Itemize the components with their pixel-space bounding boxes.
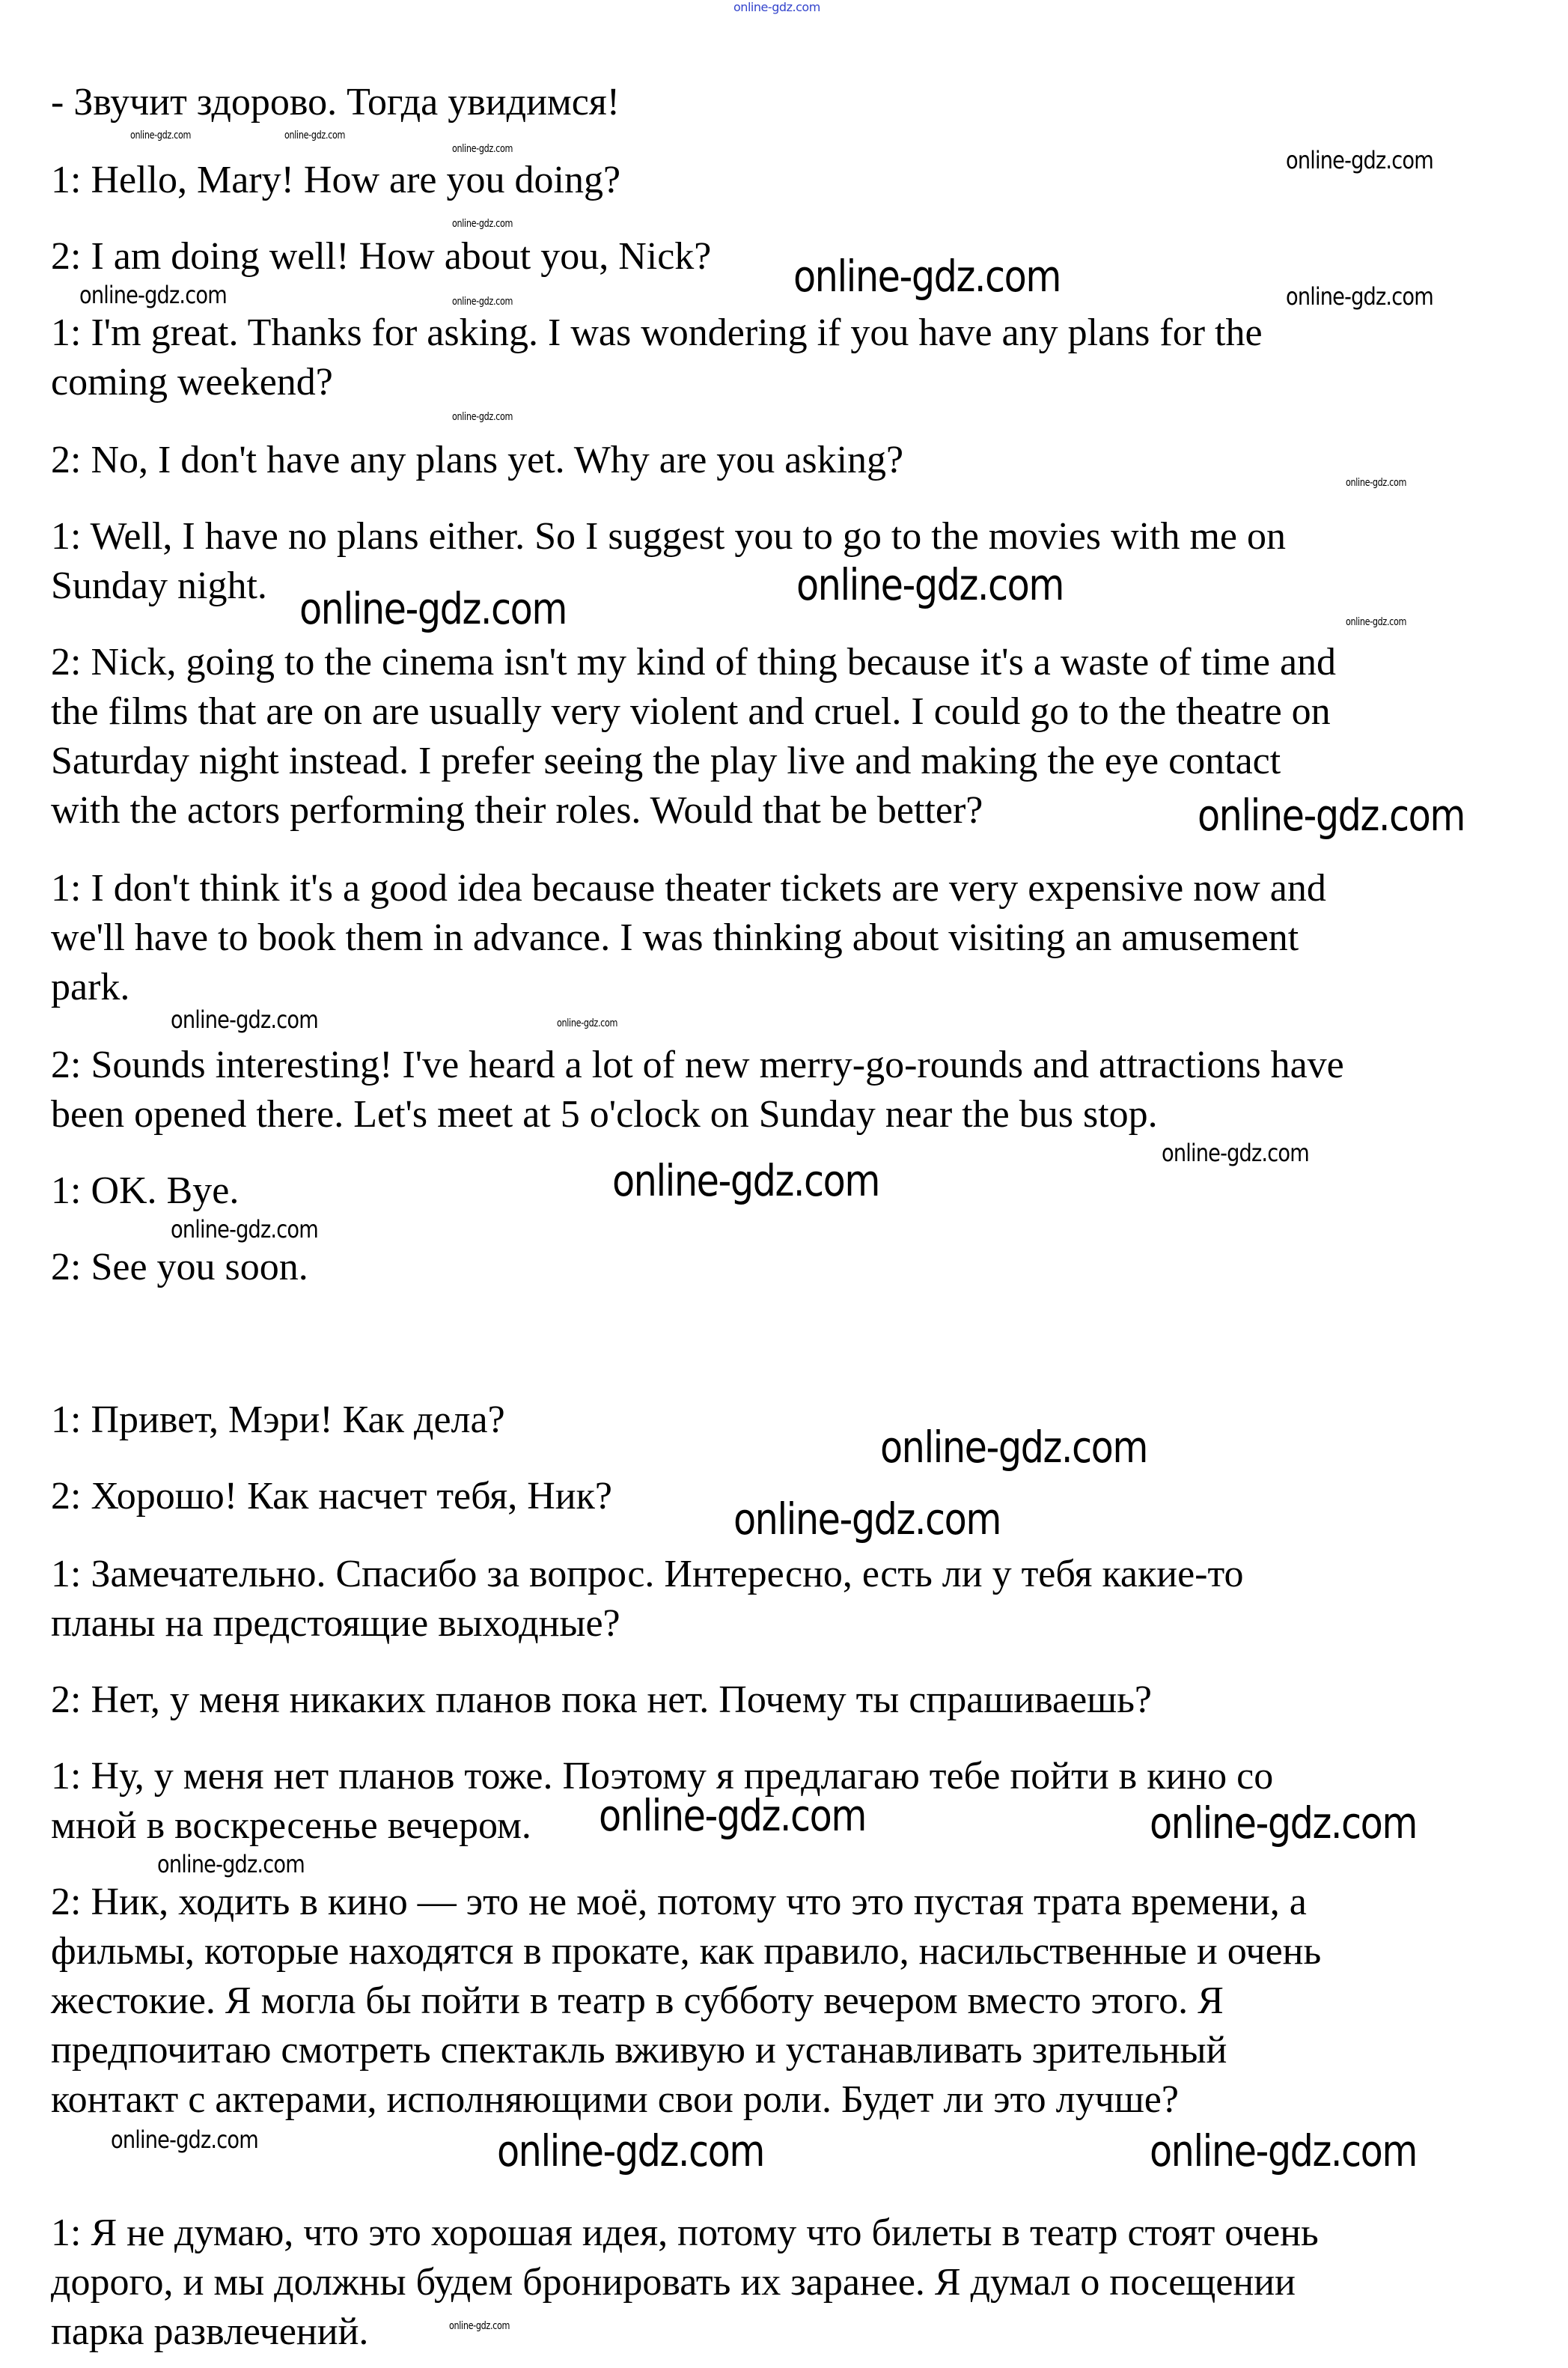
text-line: фильмы, которые находятся в прокате, как правило, насильственные и очень xyxy=(51,1930,1322,1973)
watermark: online-gdz.com xyxy=(171,1005,318,1034)
watermark: online-gdz.com xyxy=(1346,616,1407,628)
text-line: 1: Я не думаю, что это хорошая идея, потому что билеты в театр стоят очень xyxy=(51,2212,1319,2254)
english-paragraph xyxy=(51,436,903,485)
watermark: online-gdz.com xyxy=(557,1017,618,1029)
text-line: 1: Hello, Mary! How are you doing? xyxy=(51,159,621,201)
text-line: 2: Nick, going to the cinema isn't my kind of thing because it's a waste of time and xyxy=(51,641,1337,684)
watermark: online-gdz.com xyxy=(157,1850,305,1878)
watermark: online-gdz.com xyxy=(452,411,513,423)
watermark: online-gdz.com xyxy=(299,583,567,634)
english-paragraph xyxy=(51,308,1263,407)
text-line: 2: Ник, ходить в кино — это не моё, потому что это пустая трата времени, а xyxy=(51,1881,1307,1923)
text-line: 1: Привет, Мэри! Как дела? xyxy=(51,1398,505,1441)
watermark: online-gdz.com xyxy=(1346,477,1407,489)
text-line: with the actors performing their roles. Would that be better? xyxy=(51,789,983,832)
text-line: 2: See you soon. xyxy=(51,1246,308,1288)
text-line: coming weekend? xyxy=(51,361,333,404)
watermark: online-gdz.com xyxy=(880,1422,1147,1473)
english-paragraph xyxy=(51,864,1326,1012)
russian-paragraph xyxy=(51,1395,505,1445)
text-line: контакт с актерами, исполняющими свои роли. Будет ли это лучше? xyxy=(51,2078,1179,2121)
english-paragraph xyxy=(51,232,711,281)
text-line: Sunday night. xyxy=(51,564,267,607)
text-line: 1: Ну, у меня нет планов тоже. Поэтому я предлагаю тебе пойти в кино со xyxy=(51,1755,1274,1798)
watermark: online-gdz.com xyxy=(793,251,1061,302)
russian-paragraph xyxy=(51,1550,1244,1649)
watermark: online-gdz.com xyxy=(79,281,227,309)
russian-paragraph xyxy=(51,2209,1319,2357)
watermark: online-gdz.com xyxy=(796,559,1064,610)
text-line: 1: OK. Bye. xyxy=(51,1169,240,1212)
text-line: парка развлечений. xyxy=(51,2310,369,2353)
watermark: online-gdz.com xyxy=(1198,790,1465,841)
text-line: 1: I don't think it's a good idea because theater tickets are very expensive now and xyxy=(51,867,1326,910)
english-paragraph xyxy=(51,1166,239,1216)
text-line: been opened there. Let's meet at 5 o'clock on Sunday near the bus stop. xyxy=(51,1093,1158,1136)
text-line: - Звучит здорово. Тогда увидимся! xyxy=(51,81,620,124)
text-line: 1: Well, I have no plans either. So I suggest you to go to the movies with me on xyxy=(51,515,1286,558)
russian-paragraph xyxy=(51,1878,1321,2125)
watermark: online-gdz.com xyxy=(452,143,513,155)
text-line: предпочитаю смотреть спектакль вживую и устанавливать зрительный xyxy=(51,2029,1227,2072)
english-paragraph xyxy=(51,638,1336,836)
watermark: online-gdz.com xyxy=(1286,146,1433,174)
text-line: park. xyxy=(51,966,130,1008)
russian-paragraph xyxy=(51,1675,1152,1725)
watermark: online-gdz.com xyxy=(497,2125,764,2176)
text-line: 2: No, I don't have any plans yet. Why are you asking? xyxy=(51,439,904,481)
text-line: the films that are on are usually very violent and cruel. I could go to the theatre on xyxy=(51,690,1331,733)
watermark: online-gdz.com xyxy=(284,130,346,141)
english-paragraph xyxy=(51,512,1286,611)
text-line: 1: Замечательно. Спасибо за вопрос. Интересно, есть ли у тебя какие-то xyxy=(51,1553,1244,1595)
english-paragraph xyxy=(51,78,620,127)
text-line: 2: Нет, у меня никаких планов пока нет. Почему ты спрашиваешь? xyxy=(51,1678,1153,1721)
watermark: online-gdz.com xyxy=(1150,2125,1417,2176)
watermark: online-gdz.com xyxy=(171,1215,318,1244)
text-line: дорого, и мы должны будем бронировать их заранее. Я думал о посещении xyxy=(51,2261,1296,2304)
text-line: 2: Хорошо! Как насчет тебя, Ник? xyxy=(51,1475,612,1518)
watermark: online-gdz.com xyxy=(130,130,192,141)
text-line: мной в воскресенье вечером. xyxy=(51,1804,531,1847)
english-paragraph xyxy=(51,1041,1344,1139)
text-line: we'll have to book them in advance. I was thinking about visiting an amusement xyxy=(51,916,1299,959)
text-line: планы на предстоящие выходные? xyxy=(51,1602,620,1645)
text-line: Saturday night instead. I prefer seeing the play live and making the eye contact xyxy=(51,740,1281,782)
watermark: online-gdz.com xyxy=(612,1155,879,1206)
watermark: online-gdz.com xyxy=(733,0,820,14)
text-line: 1: I'm great. Thanks for asking. I was wondering if you have any plans for the xyxy=(51,311,1263,354)
watermark: online-gdz.com xyxy=(449,2320,510,2332)
watermark: online-gdz.com xyxy=(111,2125,258,2154)
watermark: online-gdz.com xyxy=(452,218,513,230)
watermark: online-gdz.com xyxy=(599,1790,866,1841)
watermark: online-gdz.com xyxy=(1150,1798,1417,1848)
watermark: online-gdz.com xyxy=(452,296,513,308)
text-line: 2: I am doing well! How about you, Nick? xyxy=(51,235,712,278)
english-paragraph xyxy=(51,156,620,205)
text-line: 2: Sounds interesting! I've heard a lot of new merry-go-rounds and attractions have xyxy=(51,1044,1344,1086)
text-line: жестокие. Я могла бы пойти в театр в субботу вечером вместо этого. Я xyxy=(51,1979,1224,2022)
watermark: online-gdz.com xyxy=(1286,282,1433,311)
watermark: online-gdz.com xyxy=(733,1494,1001,1544)
russian-paragraph xyxy=(51,1472,612,1521)
watermark: online-gdz.com xyxy=(1162,1139,1309,1167)
english-paragraph xyxy=(51,1243,308,1292)
